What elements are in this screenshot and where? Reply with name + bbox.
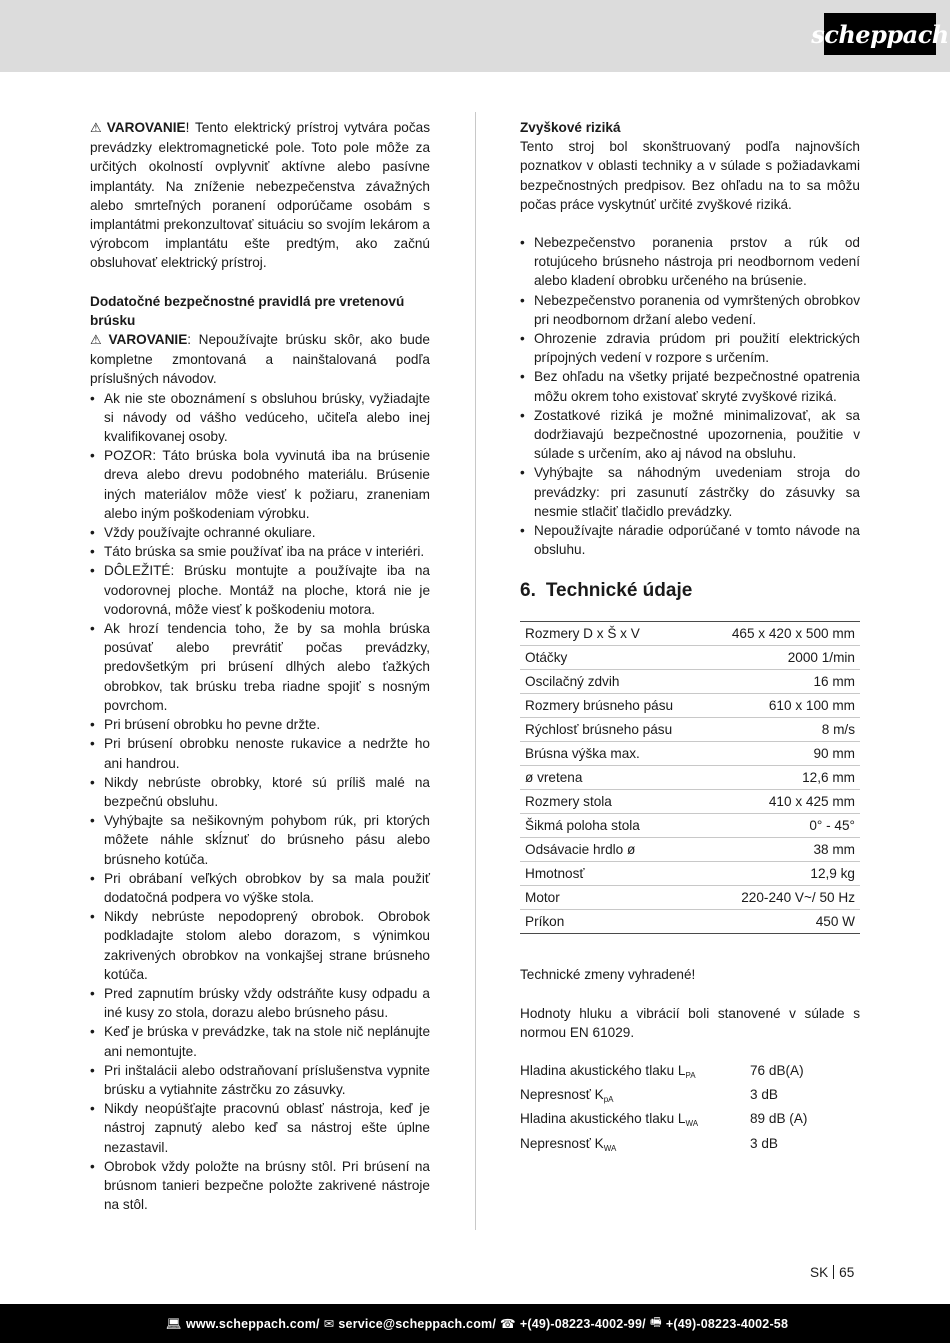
spec-value: 465 x 420 x 500 mm [705,622,860,646]
warning-triangle-icon: ⚠ [90,333,106,349]
computer-icon: 💻︎ [165,1315,182,1331]
spec-value: 8 m/s [705,718,860,742]
noise-label-text: Nepresnosť K [520,1135,604,1151]
right-column [520,118,860,1158]
noise-label-text: Nepresnosť K [520,1087,604,1103]
safety-rules-list [90,389,430,1215]
spec-value: 90 mm [705,742,860,766]
table-row [520,718,860,742]
section-title-text: Technické údaje [545,580,693,602]
noise-value: 3 dB [750,1135,778,1151]
spec-value: 410 x 425 mm [705,790,860,814]
list-item: • Pri brúsení obrobku ho pevne držte. [90,715,430,734]
list-item: • Nikdy neopúšťajte pracovnú oblasť nástroja, keď je nástroj zapnutý alebo keď sa nástroj ešte úplne nezastavil. [90,1099,430,1157]
footer-separator: / [642,1316,646,1331]
list-item: • Nepoužívajte náradie odporúčané v tomto návode na obsluhu. [520,521,860,559]
list-item: • DÔLEŽITÉ: Brúsku montujte a používajte iba na vodorovnej ploche. Montáž na ploche, ktorá nie je vodorovná, môže viesť k poškodeniu motora. [90,561,430,619]
table-row [520,694,860,718]
list-item: • Zostatkové riziká je možné minimalizovať, ak sa dodržiavajú bezpečnostné upozornenia, použitie v súlade s určením, ako aj návod na obsluhu. [520,406,860,464]
spec-label: Odsávacie hrdlo ø [520,838,705,862]
spec-value: 16 mm [705,670,860,694]
table-row [520,622,860,646]
table-row [520,814,860,838]
warning-text: : Nepoužívajte brúsku skôr, ako bude kompletne zmontovaná a nainštalovaná podľa príslušných návodov. [90,332,430,387]
footer-fax: +(49)-08223-4002-58 [665,1316,789,1331]
assembly-warning [90,330,430,389]
fax-icon: 🖷︎ [649,1314,662,1329]
table-row [520,646,860,670]
list-item: • Nikdy nebrúste nepodoprený obrobok. Obrobok podkladajte stolom alebo dorazom, s výnimkou zakrivených obrobkov na vonkajšej strane brúsneho kotúča. [90,907,430,984]
residual-risks-list [520,233,860,559]
spec-label: ø vretena [520,766,705,790]
list-item: • Pred zapnutím brúsky vždy odstráňte kusy odpadu a iné kusy zo stola, dorazu alebo brúsneho pásu. [90,984,430,1022]
footer-bar [0,1304,950,1343]
list-item: • Táto brúska sa smie používať iba na práce v interiéri. [90,542,430,561]
noise-intro: Hodnoty hluku a vibrácií boli stanovené v súlade s normou EN 61029. [520,1005,860,1040]
noise-subscript: PA [685,1071,696,1081]
spec-value: 610 x 100 mm [705,694,860,718]
residual-risks-intro: Tento stroj bol skonštruovaný podľa najnovších poznatkov v oblasti techniky a v súlade s požiadavkami bezpečnostných predpisov. Bez ohľadu na to sa môžu počas práce vyskytnúť určité zvyškové riziká. [520,139,860,212]
noise-label [520,1109,750,1133]
footer-phone: +(49)-08223-4002-99 [519,1316,643,1331]
noise-row [520,1109,860,1133]
emf-warning [90,118,430,273]
noise-label [520,1134,750,1158]
left-column [90,118,430,1214]
header-bar [0,0,950,72]
list-item: • Nikdy nebrúste obrobky, ktoré sú príliš malé na bezpečnú obsluhu. [90,773,430,811]
spec-label: Šikmá poloha stola [520,814,705,838]
table-row [520,838,860,862]
list-item: • Vyhýbajte sa náhodným uvedeniam stroja do prevádzky: pri zasunutí zástrčky do zásuvky sa nesmie stlačiť tlačidlo prevádzky. [520,463,860,521]
noise-value: 76 dB(A) [750,1063,804,1079]
list-item: • Ak hrozí tendencia toho, že by sa mohla brúska posúvať alebo prevrátiť počas prevádzky, predovšetkým pri brúsení dlhých alebo ťažkých obrobkov, tak brúsku treba riadne spojiť s nosným povrchom. [90,619,430,715]
table-row [520,910,860,934]
footer-website[interactable]: www.scheppach.com [185,1316,317,1331]
warning-triangle-icon: ⚠ [90,121,104,136]
noise-values [520,1061,860,1158]
noise-row [520,1085,860,1109]
spec-label: Rozmery D x Š x V [520,622,705,646]
noise-label-text: Hladina akustického tlaku L [520,1111,686,1127]
spec-label: Rozmery brúsneho pásu [520,694,705,718]
table-row [520,862,860,886]
list-item: • Vždy používajte ochranné okuliare. [90,523,430,542]
list-item: • Pri inštalácii alebo odstraňovaní príslušenstva vypnite brúsku a vytiahnite zástrčku zo zásuvky. [90,1061,430,1099]
list-item: • Pri brúsení obrobku nenoste rukavice a nedržte ho ani handrou. [90,734,430,772]
mail-icon: ✉ [323,1316,335,1331]
footer-separator: / [316,1316,320,1331]
spec-label: Hmotnosť [520,862,705,886]
spec-label: Otáčky [520,646,705,670]
noise-value: 89 dB (A) [750,1111,808,1127]
noise-subscript: WA [685,1119,699,1129]
list-item: • Ak nie ste oboznámení s obsluhou brúsky, vyžiadajte si návody od vášho vedúceho, učiteľa alebo inej kvalifikovanej osoby. [90,389,430,447]
page-number [810,1265,854,1280]
list-item: • Obrobok vždy položte na brúsny stôl. Pri brúsení na brúsnom tanieri bezpečne položte zakrivené nástroje na stôl. [90,1157,430,1215]
noise-label [520,1061,750,1085]
page-lang: SK [810,1265,829,1280]
warning-label: VAROVANIE [108,332,188,348]
list-item: • Bez ohľadu na všetky prijaté bezpečnostné opatrenia môžu okrem toho existovať skryté zvyškové riziká. [520,367,860,405]
spec-value: 38 mm [705,838,860,862]
spec-value: 450 W [705,910,860,934]
list-item: • Vyhýbajte sa nešikovným pohybom rúk, pri ktorých môžete náhle skĺznuť do brúsneho pásu alebo brúsneho kotúča. [90,811,430,869]
section-number: 6. [520,580,536,602]
list-item: • POZOR: Táto brúska bola vyvinutá iba na brúsenie dreva alebo drevu podobného materiálu. Brúsenie iných materiálov môže viesť k požiaru, zraneniam alebo iným poškodeniam výrobku. [90,446,430,523]
noise-row [520,1061,860,1085]
footer-email[interactable]: service@scheppach.com [338,1316,493,1331]
warning-label: VAROVANIE [106,120,186,135]
table-row [520,670,860,694]
noise-subscript: WA [603,1143,617,1153]
technical-data-table [520,621,860,934]
warning-text: ! Tento elektrický prístroj vytvára počas prevádzky elektromagnetické pole. Toto pole môže za určitých okolností ovplyvniť aktívne alebo pasívne implantáty. Na zníženie nebezpečenstva závažných alebo smrteľných poranení odporúčame osobám s implantátmi prekonzultovať situáciu so svojím lekárom a výrobcom implantátu ešte predtým, ako začnú obsluhovať elektrický prístroj. [90,120,430,271]
spec-label: Rozmery stola [520,790,705,814]
footer-separator: / [492,1316,497,1331]
spec-value: 12,6 mm [705,766,860,790]
spec-value: 12,9 kg [705,862,860,886]
spec-label: Rýchlosť brúsneho pásu [520,718,705,742]
table-row [520,766,860,790]
residual-risks-heading: Zvyškové riziká [520,120,621,135]
list-item: • Keď je brúska v prevádzke, tak na stole nič neplánujte ani nemontujte. [90,1022,430,1060]
column-divider [475,112,476,1230]
scheppach-logo: scheppach [824,13,936,55]
page-number-value: 65 [839,1265,855,1280]
spec-label: Oscilačný zdvih [520,670,705,694]
spec-label: Motor [520,886,705,910]
table-row [520,790,860,814]
noise-subscript: pA [603,1095,614,1105]
list-item: • Nebezpečenstvo poranenia od vymrštených obrobkov pri neodbornom držaní alebo vedení. [520,291,860,329]
noise-label-text: Hladina akustického tlaku L [520,1063,686,1079]
spec-value: 0° - 45° [705,814,860,838]
spec-value: 220-240 V~/ 50 Hz [705,886,860,910]
list-item: • Nebezpečenstvo poranenia prstov a rúk od rotujúceho brúsneho nástroja pri neodbornom vedení alebo kladení obrobku určeného na brúsenie. [520,233,860,291]
phone-icon: ☎ [500,1316,516,1331]
list-item: • Ohrozenie zdravia prúdom pri použití elektrických prípojných vedení v rozpore s určením. [520,329,860,367]
spec-label: Príkon [520,910,705,934]
noise-label [520,1085,750,1109]
list-item: • Pri obrábaní veľkých obrobkov by sa mala použiť dodatočná podpera vo výške stola. [90,869,430,907]
spec-label: Brúsna výška max. [520,742,705,766]
noise-value: 3 dB [750,1087,778,1103]
spec-value: 2000 1/min [705,646,860,670]
tech-changes-note: Technické zmeny vyhradené! [520,967,696,983]
section-heading: Dodatočné bezpečnostné pravidlá pre vretenovú brúsku [90,293,405,328]
table-row [520,886,860,910]
page-separator [833,1265,834,1279]
section-title [520,579,860,603]
table-row [520,742,860,766]
noise-row [520,1134,860,1158]
